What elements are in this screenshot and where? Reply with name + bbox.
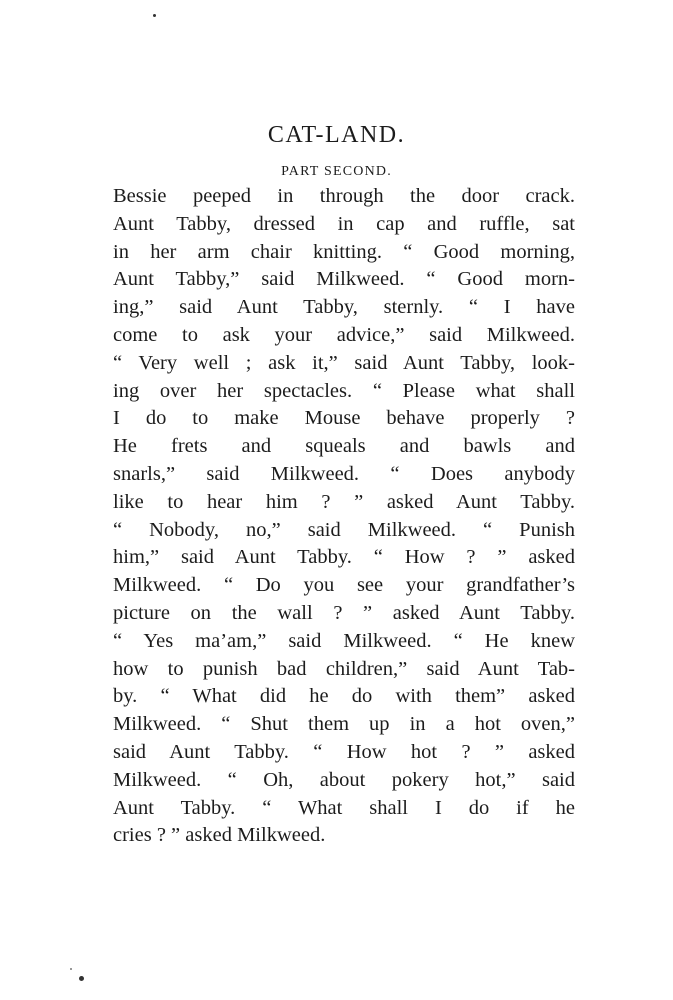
text-line: “ Nobody, no,” said Milkweed. “ Punish xyxy=(113,518,575,541)
text-line: like to hear him ? ” asked Aunt Tabby. xyxy=(113,490,575,513)
text-line: ing over her spectacles. “ Please what shall xyxy=(113,379,575,402)
text-line: cries ? ” asked Milkweed. xyxy=(113,824,326,847)
text-line: “ Yes ma’am,” said Milkweed. “ He knew xyxy=(113,629,575,652)
text-line: him,” said Aunt Tabby. “ How ? ” asked xyxy=(113,546,575,569)
text-line: said Aunt Tabby. “ How hot ? ” asked xyxy=(113,740,575,763)
text-line: He frets and squeals and bawls and xyxy=(113,435,575,458)
ink-speck xyxy=(153,14,156,17)
text-line: Aunt Tabby, dressed in cap and ruffle, sat xyxy=(113,212,575,235)
text-line: Milkweed. “ Do you see your grandfather’s xyxy=(113,574,575,597)
ink-speck xyxy=(79,976,84,981)
story-paragraph xyxy=(113,183,575,850)
ink-speck xyxy=(70,968,72,970)
text-line: picture on the wall ? ” asked Aunt Tabby. xyxy=(113,601,575,624)
text-line: Aunt Tabby. “ What shall I do if he xyxy=(113,796,575,819)
text-line: ing,” said Aunt Tabby, sternly. “ I have xyxy=(113,296,575,319)
text-line: “ Very well ; ask it,” said Aunt Tabby, look- xyxy=(113,351,575,374)
page-title: CAT-LAND. xyxy=(267,122,406,148)
text-line: by. “ What did he do with them” asked xyxy=(113,685,575,708)
text-line: Aunt Tabby,” said Milkweed. “ Good morn- xyxy=(113,268,575,291)
text-line: Milkweed. “ Oh, about pokery hot,” said xyxy=(113,768,575,791)
part-heading: PART SECOND. xyxy=(281,164,392,179)
text-line: Bessie peeped in through the door crack. xyxy=(113,185,575,207)
text-line: in her arm chair knitting. “ Good morning, xyxy=(113,240,575,263)
text-line: come to ask your advice,” said Milkweed. xyxy=(113,323,575,346)
text-line: I do to make Mouse behave properly ? xyxy=(113,407,575,430)
text-line: Milkweed. “ Shut them up in a hot oven,” xyxy=(113,713,575,736)
text-line: how to punish bad children,” said Aunt Tab- xyxy=(113,657,575,680)
text-line: snarls,” said Milkweed. “ Does anybody xyxy=(113,462,575,485)
